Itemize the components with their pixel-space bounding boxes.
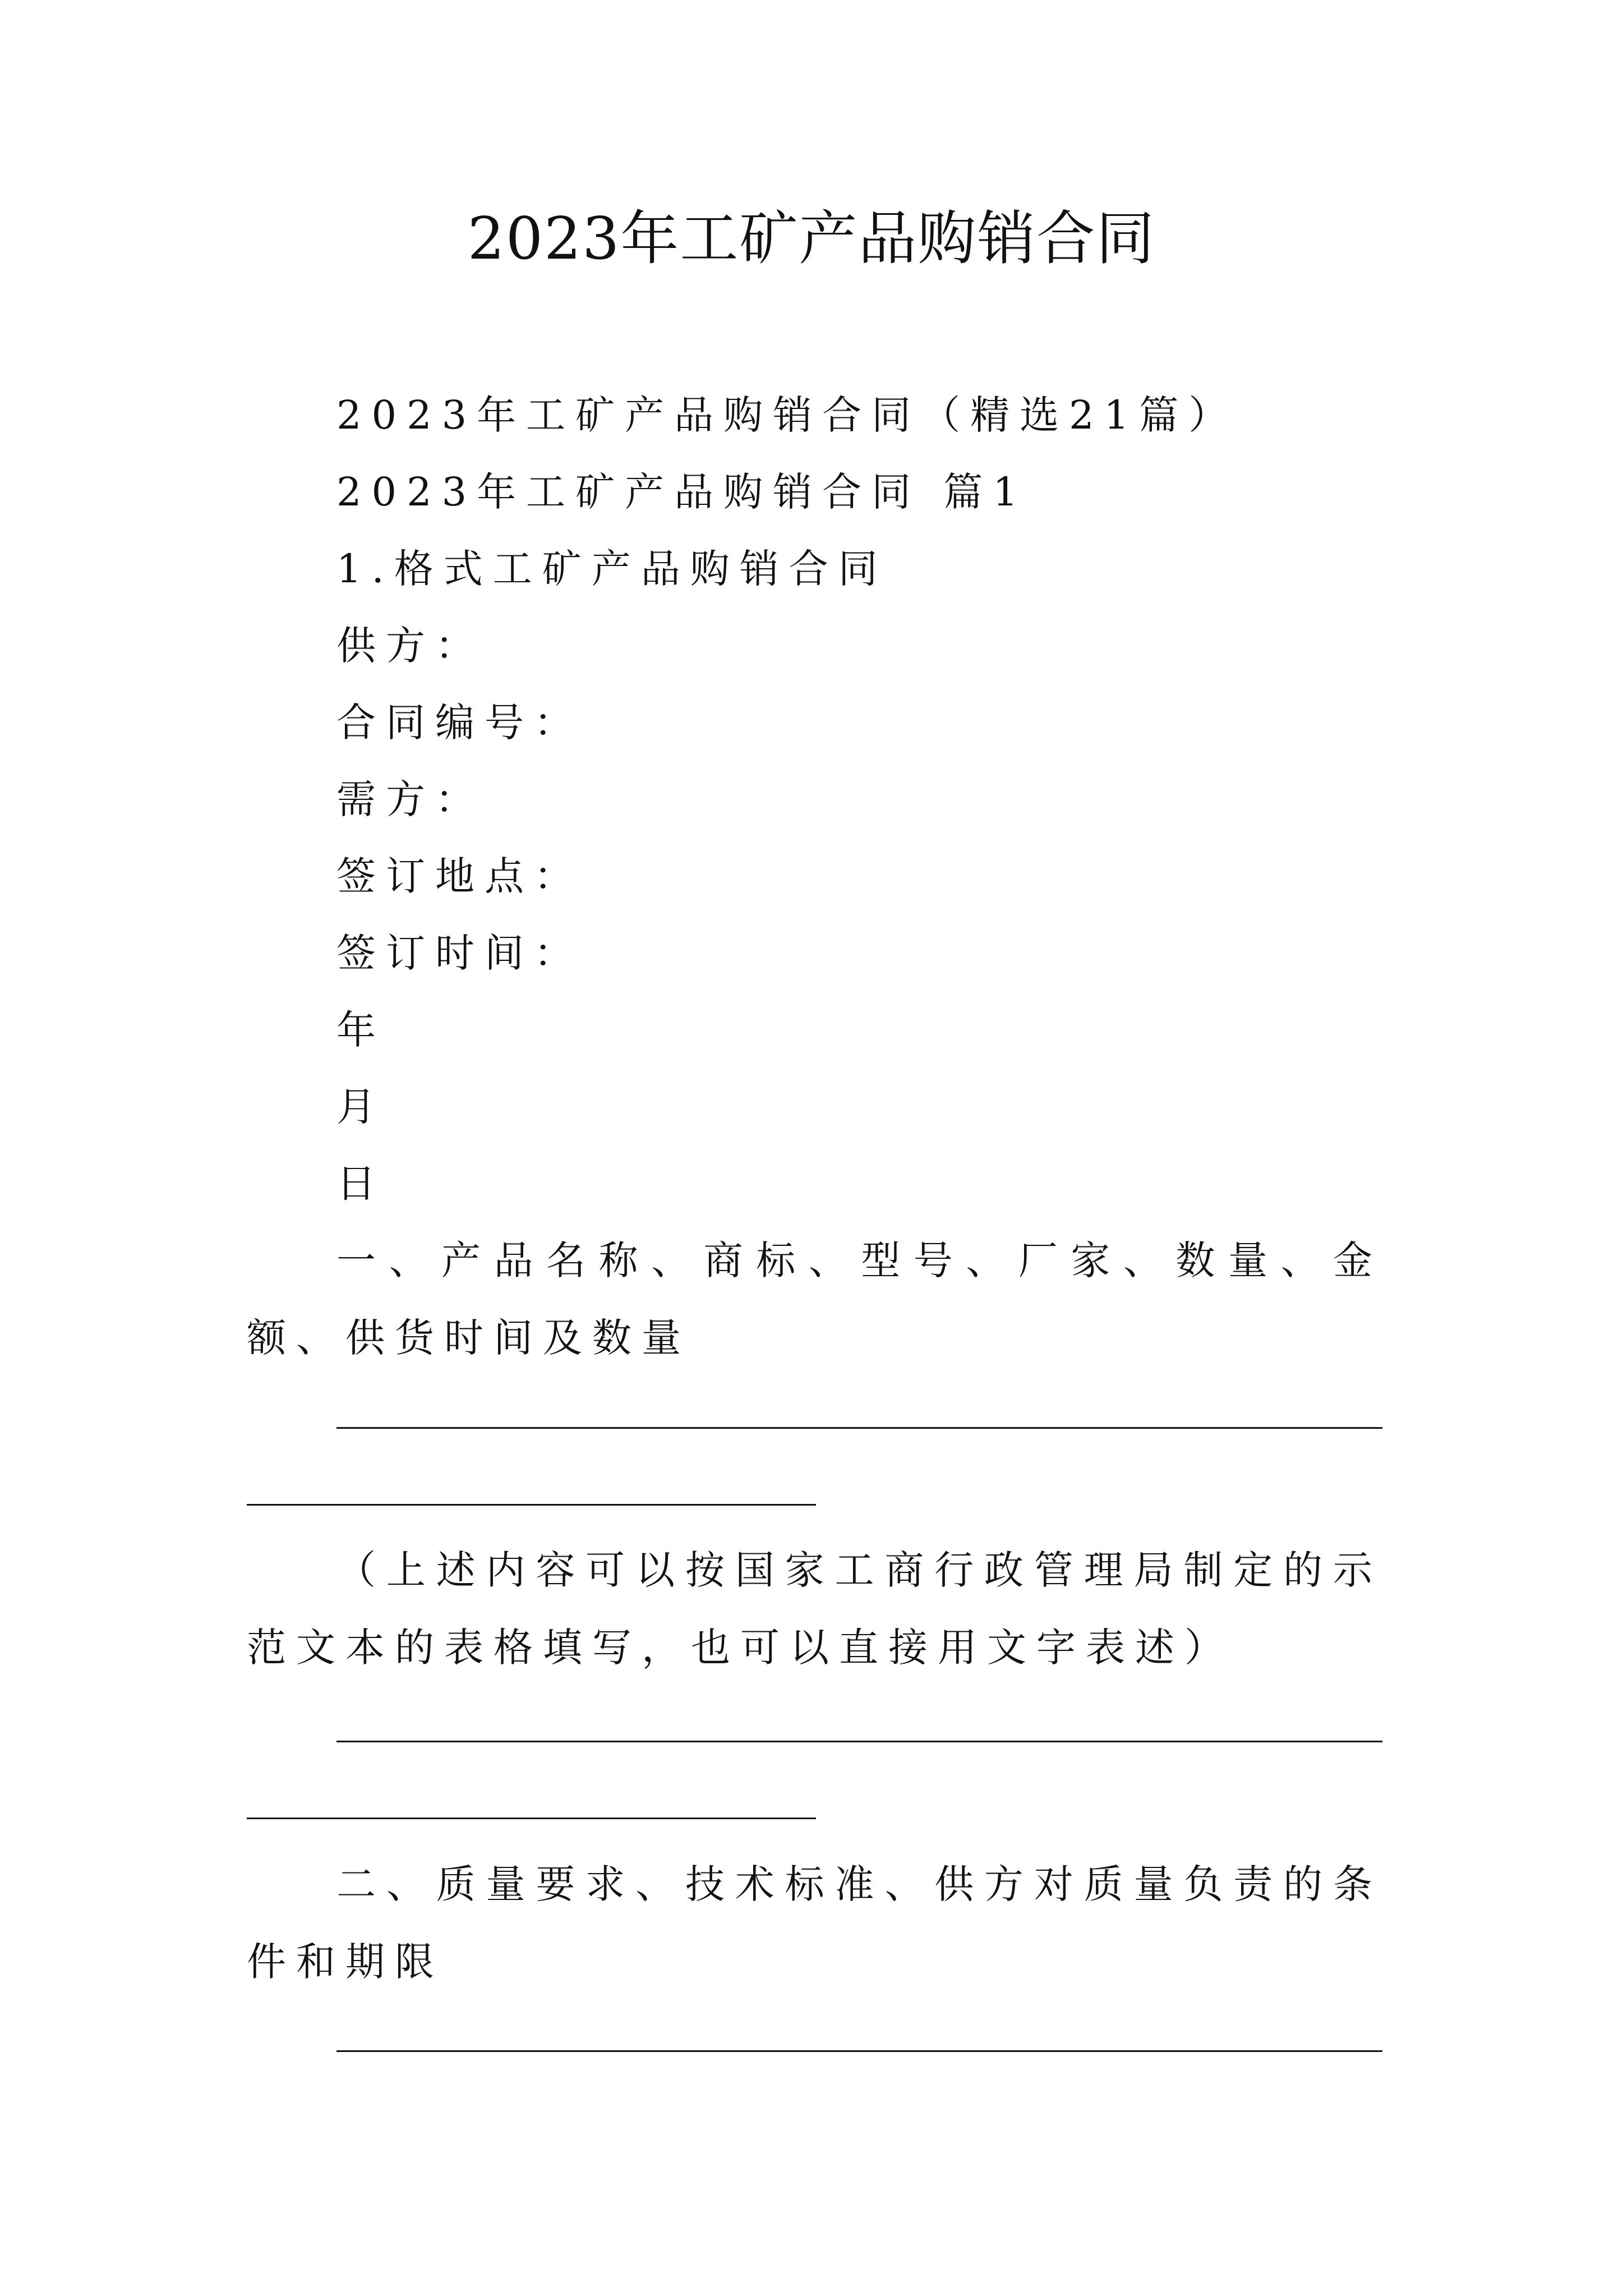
supplier-label: 供方： [336, 623, 485, 669]
year-label: 年 [336, 1007, 386, 1053]
document-title: 2023年工矿产品购销合同 [467, 204, 1156, 273]
contract-number-label: 合同编号： [336, 700, 583, 746]
buyer-label: 需方： [336, 776, 485, 822]
subtitle-line: 2023年工矿产品购销合同（精选21篇） [336, 392, 1238, 438]
section2-heading: 二、质量要求、技术标准、供方对质量负责的条件和期限 [247, 1861, 1382, 1985]
section1-heading: 一、产品名称、商标、型号、厂家、数量、金额、供货时间及数量 [247, 1237, 1382, 1361]
blank-line [336, 1741, 1382, 1742]
blank-line [336, 2050, 1382, 2052]
day-label: 日 [336, 1161, 386, 1207]
blank-line [336, 1427, 1382, 1429]
signing-place-label: 签订地点： [336, 853, 583, 899]
article-heading: 2023年工矿产品购销合同 篇1 [336, 469, 1028, 515]
format-heading: 1.格式工矿产品购销合同 [336, 546, 888, 592]
blank-line [247, 1818, 816, 1819]
note-paragraph: （上述内容可以按国家工商行政管理局制定的示范文本的表格填写，也可以直接用文字表述） [247, 1547, 1382, 1671]
blank-line [247, 1504, 816, 1506]
signing-time-label: 签订时间： [336, 930, 583, 976]
month-label: 月 [336, 1084, 386, 1130]
